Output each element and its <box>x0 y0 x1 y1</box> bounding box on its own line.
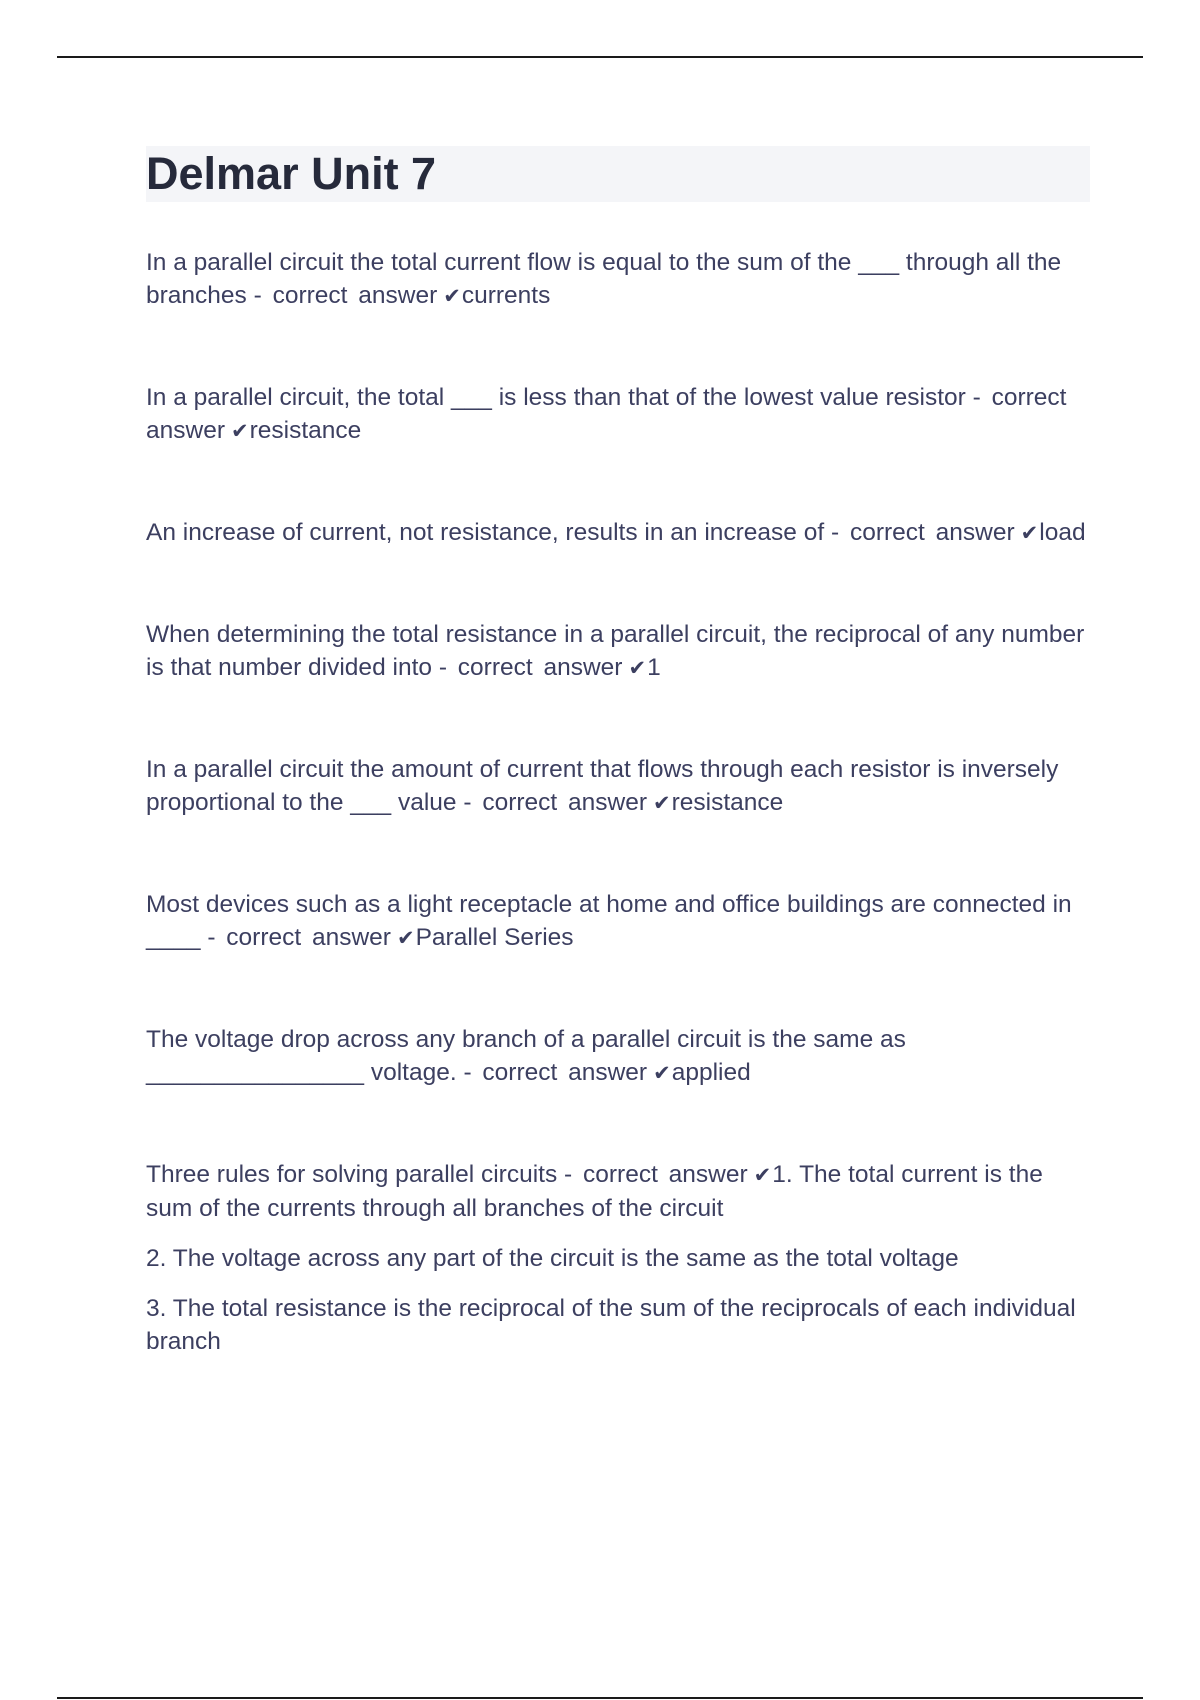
answer-label: - correct answer <box>463 1059 648 1086</box>
answer-text: 1 <box>647 654 661 681</box>
question-text: In a parallel circuit the total current flow is equal to the sum of the ___ through all the branches <box>146 249 1062 309</box>
qa-item <box>146 888 1090 955</box>
answer-text: applied <box>671 1059 751 1086</box>
answer-label: - correct answer <box>438 654 623 681</box>
answer-label: - correct answer <box>463 789 648 816</box>
rule-item: 2. The voltage across any part of the circuit is the same as the total voltage <box>146 1245 959 1272</box>
answer-text: 1. The total current is the sum of the currents through all branches of the circuit <box>146 1161 1043 1222</box>
qa-item <box>146 516 1090 550</box>
check-icon: ✔ <box>653 791 671 815</box>
check-icon: ✔ <box>653 1061 671 1085</box>
answer-text: Parallel Series <box>415 924 574 951</box>
qa-item <box>146 246 1090 313</box>
answer-label: - correct answer <box>146 384 1067 444</box>
bottom-rule <box>57 1697 1143 1699</box>
check-icon: ✔ <box>753 1163 772 1187</box>
question-text: In a parallel circuit, the total ___ is less than that of the lowest value resistor <box>146 384 966 411</box>
answer-text: resistance <box>249 417 362 444</box>
title-bar <box>146 146 1090 202</box>
top-rule <box>57 56 1143 58</box>
document-title: Delmar Unit 7 <box>146 148 437 199</box>
answer-text: currents <box>461 282 551 309</box>
question-text: In a parallel circuit the amount of current that flows through each resistor is inversely proportional to the ___ value <box>146 756 1059 816</box>
check-icon: ✔ <box>230 419 249 443</box>
check-icon: ✔ <box>1020 521 1039 545</box>
question-text: Most devices such as a light receptacle at home and office buildings are connected in ____ <box>146 891 1072 951</box>
check-icon: ✔ <box>443 284 461 308</box>
question-text: Three rules for solving parallel circuits <box>146 1161 558 1188</box>
answer-text: resistance <box>671 789 784 816</box>
rule-item: 3. The total resistance is the reciprocal of the sum of the reciprocals of each individual branch <box>146 1295 1076 1355</box>
document-content <box>146 146 1090 1426</box>
answer-label: - correct answer <box>564 1161 748 1188</box>
question-text: The voltage drop across any branch of a parallel circuit is the same as ________________ voltage. <box>146 1026 906 1086</box>
qa-item <box>146 753 1090 820</box>
question-text: When determining the total resistance in a parallel circuit, the reciprocal of any number is that number divided into <box>146 621 1085 681</box>
qa-item <box>146 381 1090 448</box>
answer-label: - correct answer <box>207 924 391 951</box>
qa-item <box>146 1158 1090 1358</box>
check-icon: ✔ <box>628 656 647 680</box>
question-text: An increase of current, not resistance, results in an increase of <box>146 519 825 546</box>
qa-item <box>146 1023 1090 1090</box>
answer-label: - correct answer <box>253 282 438 309</box>
answer-text: load <box>1039 519 1086 546</box>
check-icon: ✔ <box>396 926 415 950</box>
answer-label: - correct answer <box>831 519 1015 546</box>
qa-list <box>146 246 1090 1358</box>
qa-item <box>146 618 1090 685</box>
